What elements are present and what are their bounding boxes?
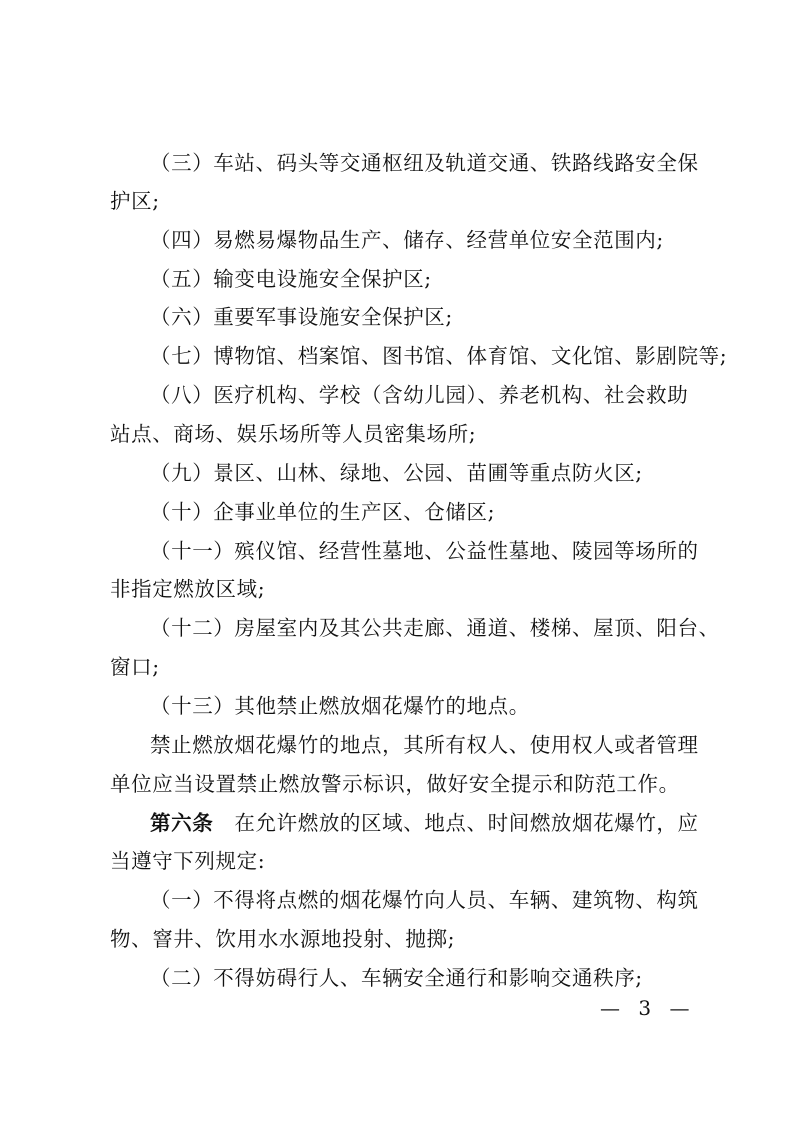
text-line: 站点、商场、娱乐场所等人员密集场所; <box>110 422 477 446</box>
text-line: 物、窨井、饮用水水源地投射、抛掷; <box>110 927 456 951</box>
text-line: （五）输变电设施安全保护区; <box>150 267 432 291</box>
text-line: （八）医疗机构、学校（含幼儿园）、养老机构、社会救助 <box>150 383 689 407</box>
text-line: 窗口; <box>110 655 160 679</box>
text-line: 当遵守下列规定: <box>110 849 266 873</box>
article-heading: 第六条 <box>150 811 214 835</box>
text-line: 非指定燃放区域; <box>110 577 266 601</box>
text-line: 单位应当设置禁止燃放警示标识，做好安全提示和防范工作。 <box>110 772 680 796</box>
text-line: （一）不得将点燃的烟花爆竹向人员、车辆、建筑物、构筑 <box>150 888 699 912</box>
article-text: 在允许燃放的区域、地点、时间燃放烟花爆竹，应 <box>234 811 699 835</box>
text-line: （十二）房屋室内及其公共走廊、通道、楼梯、屋顶、阳台、 <box>150 616 720 640</box>
text-line: （十三）其他禁止燃放烟花爆竹的地点。 <box>150 694 530 718</box>
text-line: （九）景区、山林、绿地、公园、苗圃等重点防火区; <box>150 461 643 485</box>
text-line: （十）企事业单位的生产区、仓储区; <box>150 500 496 524</box>
page-number: — 3 — <box>600 996 696 1020</box>
text-line: （十一）殡仪馆、经营性墓地、公益性墓地、陵园等场所的 <box>150 539 699 563</box>
text-line: （二）不得妨碍行人、车辆安全通行和影响交通秩序; <box>150 966 643 990</box>
text-line: （三）车站、码头等交通枢纽及轨道交通、铁路线路安全保 <box>150 151 699 175</box>
text-line: （六）重要军事设施安全保护区; <box>150 305 453 329</box>
article-six-line <box>150 809 740 837</box>
text-line: （四）易燃易爆物品生产、储存、经营单位安全范围内; <box>150 228 664 252</box>
text-line: 护区; <box>110 189 160 213</box>
text-line: 禁止燃放烟花爆竹的地点，其所有权人、使用权人或者管理 <box>150 733 699 757</box>
text-line: （七）博物馆、档案馆、图书馆、体育馆、文化馆、影剧院等; <box>150 344 728 368</box>
